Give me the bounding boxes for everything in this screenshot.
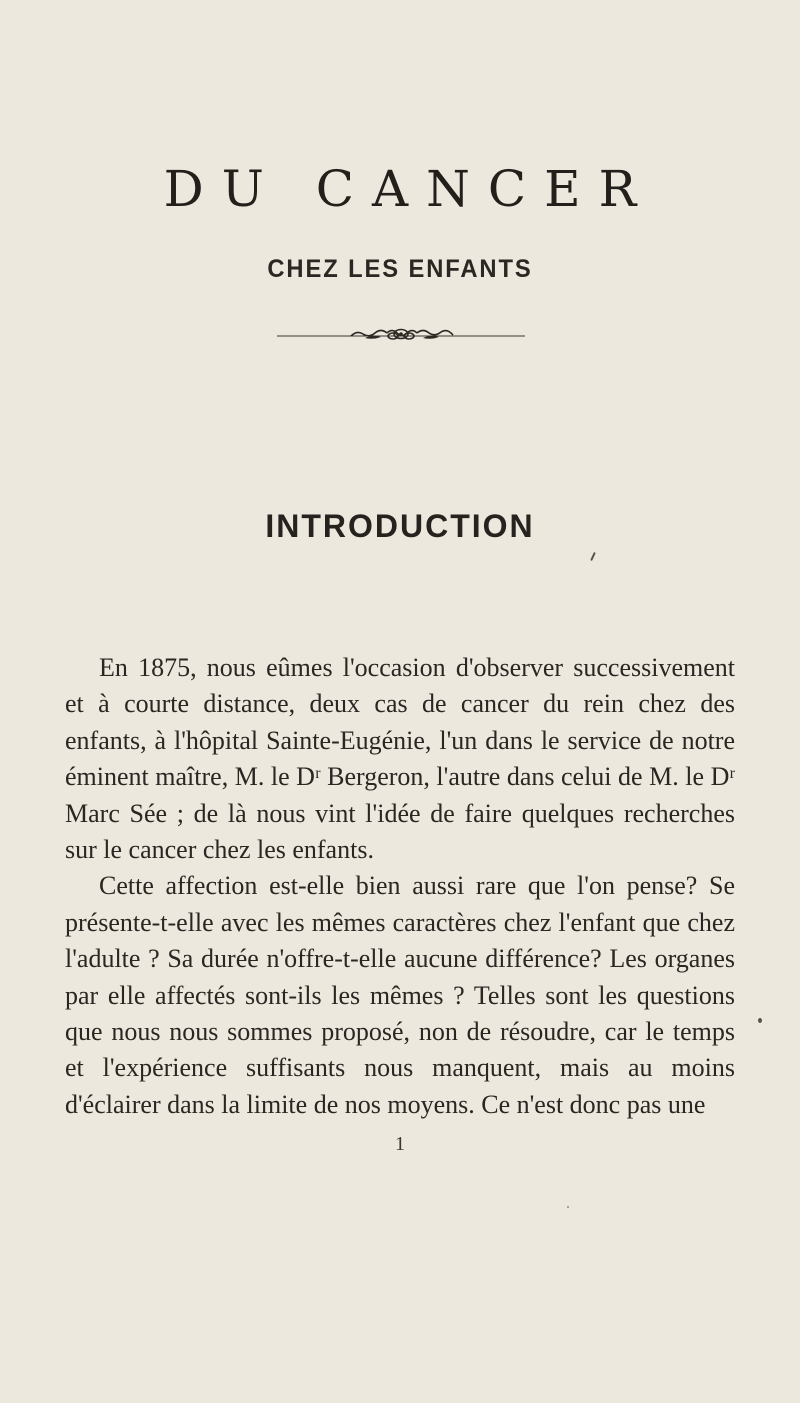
body-text	[65, 650, 735, 1123]
section-heading: INTRODUCTION	[265, 508, 535, 544]
ink-speck	[590, 552, 596, 561]
book-title: DU CANCER	[163, 160, 655, 218]
ornamental-rule-icon	[277, 326, 525, 346]
ink-speck	[758, 1018, 762, 1023]
ink-speck	[567, 1206, 569, 1208]
paragraph: En 1875, nous eûmes l'occasion d'observer successivement et à courte distance, deux cas de cancer du rein chez des enfants, à l'hôpital Sainte-Eugénie, l'un dans le service de notre éminent maître, M. le Dʳ Bergeron, l'autre dans celui de M. le Dʳ Marc Sée ; de là nous vint l'idée de faire quelques recherches sur le cancer chez les enfants.	[65, 653, 735, 865]
paragraph: Cette affection est-elle bien aussi rare que l'on pense? Se présente-t-elle avec les mêmes caractères chez l'enfant que chez l'adulte ? Sa durée n'offre-t-elle aucune différence? Les organes par elle affectés sont-ils les mêmes ? Telles sont les questions que nous nous sommes proposé, non de résoudre, car le temps et l'expérience suffisants nous manquent, mais au moins d'éclairer dans la limite de nos moyens. Ce n'est donc pas une	[65, 871, 735, 1119]
book-subtitle: CHEZ LES ENFANTS	[267, 255, 533, 283]
page-number: 1	[395, 1133, 405, 1155]
